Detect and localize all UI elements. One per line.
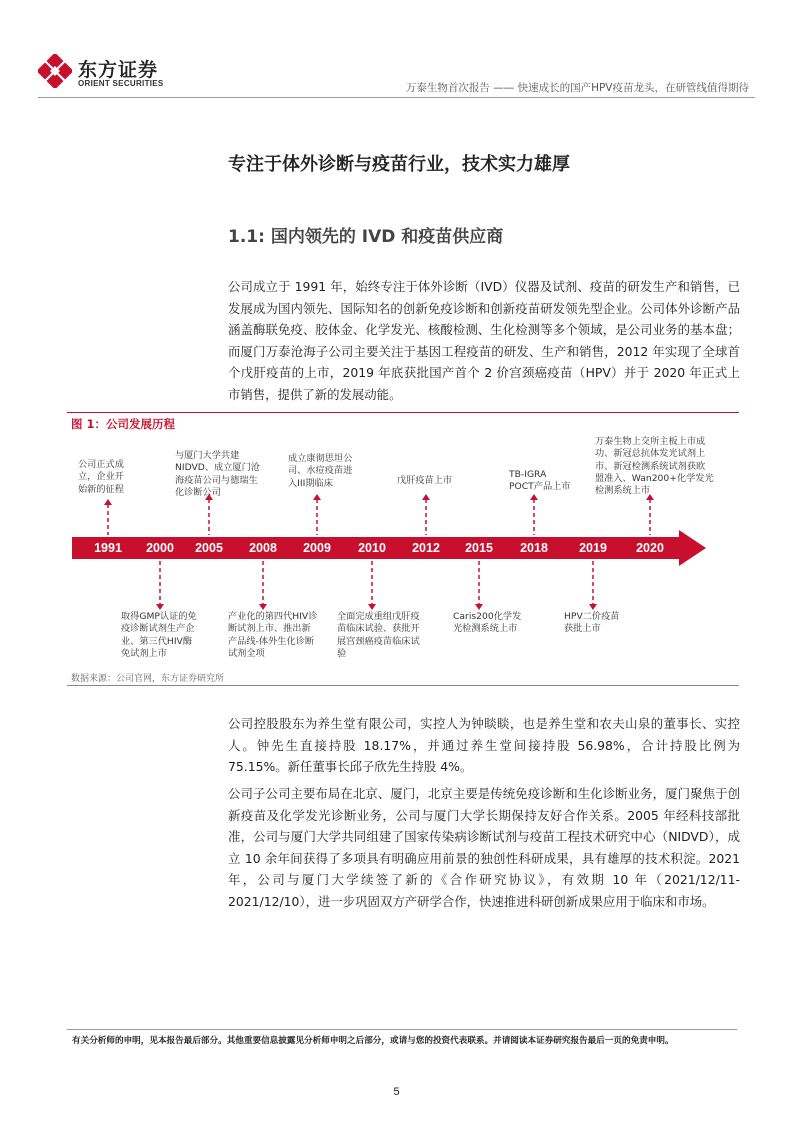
event-below-2008 (228, 611, 334, 660)
event-line: 始新的征程 (78, 483, 124, 495)
event-line: 展宫颈癌疫苗临床试 (337, 635, 420, 647)
event-line: 功、新冠总抗体发光试剂上 (595, 448, 706, 460)
event-line: 光检测系统上市 (453, 623, 518, 635)
event-below-2010 (337, 611, 443, 660)
event-line: 立，企业开 (78, 471, 124, 483)
event-line: 免试剂上市 (121, 647, 167, 659)
year-label-2020: 2020 (636, 541, 664, 555)
event-line: 检测系统上市 (595, 485, 651, 497)
figure-caption: 图 1：公司发展历程 (71, 417, 176, 431)
event-above-2020 (595, 436, 737, 497)
event-line: 与厦门大学共建 (175, 450, 240, 461)
year-label-2000: 2000 (146, 541, 174, 555)
logo-text-en: ORIENT SECURITIES (78, 79, 164, 88)
year-label-2008: 2008 (249, 541, 277, 555)
event-line: 盟准入、Wan200+化学发光 (595, 472, 714, 484)
sub-title: 1.1: 国内领先的 IVD 和疫苗供应商 (228, 227, 504, 247)
event-line: 化诊断公司 (175, 486, 221, 498)
event-line: 司、水痘疫苗进 (288, 465, 353, 477)
connector-above-1991 (104, 499, 112, 535)
year-label-2012: 2012 (412, 541, 440, 555)
year-label-2019: 2019 (579, 541, 607, 555)
event-above-2012 (397, 475, 477, 487)
connector-above-2018 (530, 494, 538, 535)
year-label-2005: 2005 (195, 541, 223, 555)
event-line: 市、新冠检测系统试剂获欧 (595, 460, 706, 472)
event-above-2018 (509, 469, 599, 494)
connector-above-2009 (313, 494, 321, 535)
event-above-2005 (175, 450, 283, 499)
event-line: 全面完成重组戊肝疫 (337, 611, 420, 622)
event-line: 产品线-体外生化诊断 (228, 635, 315, 647)
connector-below-2010 (368, 561, 376, 610)
year-label-1991: 1991 (94, 541, 122, 555)
event-below-2019 (564, 611, 644, 636)
event-line: 获批上市 (564, 623, 601, 635)
event-below-2000 (121, 611, 221, 660)
event-line: 业、第三代HIV酶 (121, 635, 193, 647)
event-line: TB-IGRA (509, 469, 547, 480)
year-label-2009: 2009 (303, 541, 331, 555)
report-title: 万泰生物首次报告 —— 快速成长的国产HPV疫苗龙头，在研管线值得期待 (405, 82, 749, 94)
figure-source: 数据来源：公司官网，东方证券研究所 (71, 674, 225, 684)
year-label-2010: 2010 (358, 541, 386, 555)
event-line: 万泰生物上交所主板上市成 (595, 436, 706, 447)
connector-below-2000 (156, 561, 164, 610)
event-line: NIDVD、成立厦门沧 (175, 462, 260, 474)
header-divider (38, 97, 755, 98)
event-line: HPV二价疫苗 (564, 611, 620, 622)
connector-above-2020 (646, 494, 654, 535)
year-label-2018: 2018 (520, 541, 548, 555)
event-line: 海疫苗公司与德瑞生 (175, 474, 258, 486)
paragraph-shareholders: 公司控股股东为养生堂有限公司，实控人为钟睒睒，也是养生堂和农夫山泉的董事长、实控人。钟先生直接持股 18.17%，并通过养生堂间接持股 56.98%，合计持股比例为 75.15%。新任董事长邱子欣先生持股 4%。 (228, 716, 740, 775)
event-below-2015 (453, 611, 543, 636)
event-line: 疫诊断试剂生产企 (121, 623, 195, 635)
connector-above-2005 (205, 494, 213, 535)
paragraph-subsidiaries: 公司子公司主要布局在北京、厦门，北京主要是传统免疫诊断和生化诊断业务，厦门聚焦于创新疫苗及化学发光诊断业务，公司与厦门大学长期保持友好合作关系。2005 年经科技部批准，公司与厦门大学共同组建了国家传染病诊断试剂与疫苗工程技术研究中心（NIDVD），成立 10 余年间获得了多项具有明确应用前景的独创性科研成果，具有雄厚的技术积淀。2021 年，公司与厦门大学续签了新的《合作研究协议》，有效期 10 年（2021/12/11-2021/12/10），进一步巩固双方产研学合作，快速推进科研创新成果应用于临床和市场。 (228, 786, 740, 909)
page-number: 5 (393, 1086, 400, 1098)
company-logo (38, 52, 178, 92)
event-line: 产业化的第四代HIV诊 (228, 611, 318, 622)
event-line: 入III期临床 (288, 477, 333, 489)
connector-below-2015 (475, 561, 483, 610)
logo-mark-icon (38, 54, 72, 88)
year-label-2015: 2015 (465, 541, 493, 555)
event-line: 试剂全项 (228, 647, 265, 659)
footer-disclaimer: 有关分析师的申明，见本报告最后部分。其他重要信息披露见分析师申明之后部分，或请与您的投资代表联系。并请阅读本证券研究报告最后一页的免责申明。 (72, 1036, 674, 1046)
figure-timeline (67, 412, 739, 686)
event-line: POCT产品上市 (509, 481, 571, 493)
event-line: 戊肝疫苗上市 (397, 475, 453, 486)
footer-divider (67, 1029, 737, 1030)
connector-above-2012 (422, 494, 430, 535)
event-line: 成立康彻思坦公 (288, 453, 353, 464)
section-title: 专注于体外诊断与疫苗行业，技术实力雄厚 (228, 154, 570, 175)
event-line: 断试剂上市、推出新 (228, 623, 311, 635)
event-above-1991 (78, 459, 148, 496)
event-line: 验 (337, 647, 347, 659)
event-line: 取得GMP认证的免 (121, 611, 197, 622)
event-line: 苗临床试验、获批开 (337, 623, 420, 635)
connector-below-2008 (259, 561, 267, 610)
event-line: 公司正式成 (78, 459, 124, 470)
event-line: Caris200化学发 (453, 611, 522, 622)
connector-below-2019 (589, 561, 597, 610)
event-above-2009 (288, 453, 370, 490)
paragraph-company-intro: 公司成立于 1991 年，始终专注于体外诊断（IVD）仪器及试剂、疫苗的研发生产和销售，已发展成为国内领先、国际知名的创新免疫诊断和创新疫苗研发领先型企业。公司体外诊断产品涵盖酶联免疫、胶体金、化学发光、核酸检测、生化检测等多个领域，是公司业务的基本盘；而厦门万泰沧海子公司主要关注于基因工程疫苗的研发、生产和销售，2012 年实现了全球首个戊肝疫苗的上市，2019 年底获批国产首个 2 价宫颈癌疫苗（HPV）并于 2020 年正式上市销售，提供了新的发展动能。 (228, 279, 740, 402)
logo-text-cn: 东方证券 (78, 59, 159, 81)
